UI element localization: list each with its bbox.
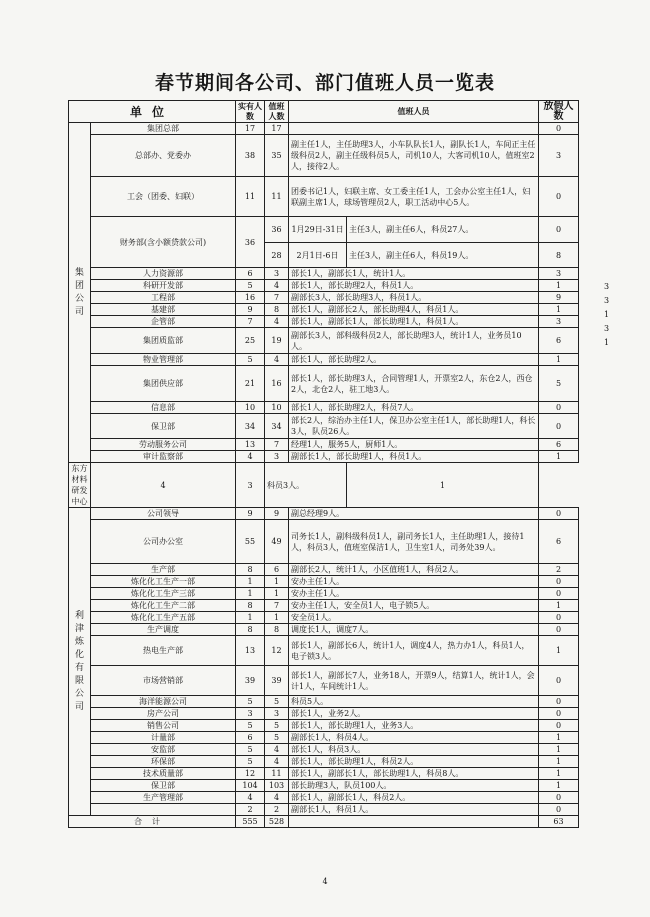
leave-header: 放假人数 [539,101,579,123]
actual-cell: 4 [91,463,236,508]
actual-cell: 5 [236,720,265,732]
duty-desc-cell: 部长1人，部长助理1人，业务3人。 [289,720,539,732]
actual-cell: 8 [236,564,265,576]
leave-cell: 1 [539,732,579,744]
table-row [69,354,579,366]
total-row [69,816,579,828]
leave-cell: 0 [539,792,579,804]
actual-cell: 13 [236,636,265,666]
leave-cell: 3 [539,268,579,280]
duty-desc-cell: 部长1人，副部长1人，科员2人。 [289,792,539,804]
table-row [69,366,579,402]
date-range-cell: 1月29日-31日 [289,217,347,243]
unit-cell: 物业管理部 [91,354,236,366]
actual-cell: 4 [236,451,265,463]
actual-cell: 2 [236,804,265,816]
duty-desc-cell: 部长1人，副部长2人，部长助理4人，科员1人。 [289,304,539,316]
unit-cell: 保卫部 [91,414,236,439]
unit-cell: 海洋能源公司 [91,696,236,708]
duty-desc-cell: 部长1人，部长助理2人，科员1人。 [289,280,539,292]
leave-cell: 1 [539,304,579,316]
total-onduty: 528 [265,816,289,828]
unit-cell: 炼化化工生产五部 [91,612,236,624]
leave-cell: 0 [539,804,579,816]
table-row [69,720,579,732]
leave-cell: 1 [539,744,579,756]
onduty-cell: 39 [265,666,289,696]
duty-desc-cell: 司务长1人，副科级科员1人，副司务长1人，主任助理1人，接待1人，科员3人，值班室保洁1人，卫生室1人，司务处39人。 [289,520,539,564]
onduty-cell: 5 [265,696,289,708]
margin-mark: 1 [604,338,610,347]
margin-mark: 1 [604,310,610,319]
leave-cell: 0 [539,217,579,243]
leave-cell: 1 [539,768,579,780]
duty-desc-cell: 副部长3人，部长助理3人，科员1人。 [289,292,539,304]
duty-staff-header: 值班人员 [289,101,539,123]
table-row [69,451,579,463]
leave-cell: 3 [539,135,579,177]
duty-desc-cell: 调度长1人，调度7人。 [289,624,539,636]
actual-cell: 5 [236,744,265,756]
table-row [69,123,579,135]
duty-desc-cell: 部长1人，业务2人。 [289,708,539,720]
duty-desc-cell: 主任3人，副主任6人，科员27人。 [347,217,539,243]
date-range-cell: 2月1日-6日 [289,243,347,268]
onduty-cell: 2 [265,804,289,816]
onduty-cell: 8 [265,304,289,316]
duty-desc-cell: 团委书记1人，妇联主席、女工委主任1人，工会办公室主任1人，妇联副主席1人，球场管理员2人，职工活动中心5人。 [289,177,539,217]
table-row [69,439,579,451]
onduty-cell: 19 [265,328,289,354]
onduty-cell: 3 [265,708,289,720]
duty-desc-cell: 安办主任1人。 [289,576,539,588]
onduty-cell: 10 [265,402,289,414]
unit-cell: 生产调度 [91,624,236,636]
unit-cell: 安监部 [91,744,236,756]
unit-cell: 审计监察部 [91,451,236,463]
leave-cell: 1 [539,636,579,666]
header-row [69,101,579,123]
leave-cell: 0 [539,414,579,439]
onduty-cell: 9 [265,508,289,520]
table-row [69,768,579,780]
duty-desc-cell: 安办主任1人。 [289,588,539,600]
unit-cell: 生产部 [91,564,236,576]
duty-desc-cell: 副主任1人，主任助理3人，小车队队长1人，副队长1人，车间正主任级科员2人，副主任级科员5人，司机10人，大客司机10人，值班室2人，接待2人。 [289,135,539,177]
actual-cell: 1 [236,588,265,600]
onduty-cell: 7 [265,292,289,304]
unit-cell: 房产公司 [91,708,236,720]
onduty-cell: 34 [265,414,289,439]
duty-desc-cell: 部长助理3人，队员100人。 [289,780,539,792]
actual-cell: 36 [236,217,265,268]
actual-cell: 39 [236,666,265,696]
total-actual: 555 [236,816,265,828]
unit-cell: 生产管理部 [91,792,236,804]
onduty-cell: 4 [265,280,289,292]
table-row [69,402,579,414]
actual-cell: 38 [236,135,265,177]
leave-cell: 3 [539,316,579,328]
duty-desc-cell: 部长1人，副部长1人，部长助理1人，科员8人。 [289,768,539,780]
unit-cell: 财务部(含小额贷款公司) [91,217,236,268]
page-title: 春节期间各公司、部门值班人员一览表 [154,72,495,94]
onduty-cell: 3 [236,463,265,508]
actual-cell: 17 [236,123,265,135]
onduty-cell: 7 [265,439,289,451]
onduty-cell: 4 [265,792,289,804]
table-row [69,508,579,520]
table-row [69,756,579,768]
unit-cell: 销售公司 [91,720,236,732]
leave-cell: 0 [539,576,579,588]
actual-cell: 8 [236,624,265,636]
onduty-cell: 12 [265,636,289,666]
leave-cell: 0 [539,708,579,720]
onduty-cell: 16 [265,366,289,402]
actual-cell: 9 [236,304,265,316]
table-row [69,292,579,304]
table-row [69,744,579,756]
table-row [69,304,579,316]
unit-cell: 信息部 [91,402,236,414]
table-row [69,636,579,666]
actual-cell: 5 [236,756,265,768]
duty-desc-cell: 副部长3人，部科级科员2人，部长助理3人，统计1人，业务员10人。 [289,328,539,354]
onduty-cell: 17 [265,123,289,135]
table-row [69,708,579,720]
unit-cell: 工会（团委、妇联） [91,177,236,217]
unit-cell: 保卫部 [91,780,236,792]
table-row [69,804,579,816]
unit-cell: 工程部 [91,292,236,304]
duty-desc-cell: 部长1人，副部长7人，业务18人，开票9人，结算1人，统计1人，会计1人，车间统计1人。 [289,666,539,696]
leave-cell: 9 [539,292,579,304]
unit-cell: 计量部 [91,732,236,744]
actual-cell: 1 [236,576,265,588]
actual-cell: 104 [236,780,265,792]
onduty-cell: 11 [265,768,289,780]
actual-cell: 25 [236,328,265,354]
duty-desc-cell [289,123,539,135]
onduty-cell: 3 [265,268,289,280]
unit-cell: 集团供应部 [91,366,236,402]
table-row [69,732,579,744]
table-row [69,780,579,792]
onduty-cell: 103 [265,780,289,792]
table-row [69,177,579,217]
actual-cell: 7 [236,316,265,328]
duty-desc-cell: 科员5人。 [289,696,539,708]
leave-cell: 1 [539,756,579,768]
duty-desc-cell: 部长1人，部长助理2人，科员7人。 [289,402,539,414]
leave-cell: 0 [539,588,579,600]
duty-desc-cell: 副部长1人，科员4人。 [289,732,539,744]
total-desc [289,816,539,828]
table-row [69,588,579,600]
duty-desc-cell: 安办主任1人，安全员1人，电子锁5人。 [289,600,539,612]
table-row [69,564,579,576]
duty-desc-cell: 副部长1人，科员1人。 [289,804,539,816]
leave-cell: 1 [539,780,579,792]
unit-cell: 技术质量部 [91,768,236,780]
actual-cell: 5 [236,280,265,292]
table-row [69,666,579,696]
onduty-cell: 36 [265,217,289,243]
leave-cell: 2 [539,564,579,576]
duty-desc-cell: 部长1人，部长助理3人，合同管理1人，开票室2人，东仓2人，西仓2人，北仓2人，驻工地3人。 [289,366,539,402]
table-row [69,316,579,328]
leave-cell: 0 [539,508,579,520]
onduty-cell: 5 [265,720,289,732]
table-row [69,612,579,624]
actual-cell: 3 [236,708,265,720]
unit-cell [91,804,236,816]
duty-desc-cell: 副部长1人，部长助理1人，科员1人。 [289,451,539,463]
duty-desc-cell: 部长1人，副部长1人，部长助理1人，科员1人。 [289,316,539,328]
leave-cell: 0 [539,696,579,708]
onduty-cell: 6 [265,564,289,576]
table-row [69,792,579,804]
leave-cell: 6 [539,520,579,564]
duty-roster-table [68,100,579,828]
onduty-cell: 11 [265,177,289,217]
onduty-cell: 28 [265,243,289,268]
actual-cell: 16 [236,292,265,304]
total-label: 合计 [69,816,236,828]
table-row [69,217,579,243]
leave-cell: 6 [539,439,579,451]
actual-cell: 6 [236,732,265,744]
table-row [69,696,579,708]
onduty-cell: 8 [265,624,289,636]
leave-cell: 1 [539,451,579,463]
onduty-cell: 4 [265,316,289,328]
actual-cell: 13 [236,439,265,451]
group-label: 集团公司 [69,123,91,463]
onduty-cell: 5 [265,732,289,744]
leave-cell: 0 [539,123,579,135]
duty-desc-cell: 主任3人，副主任6人，科员19人。 [347,243,539,268]
group-label: 利津炼化有限公司 [69,508,91,816]
actual-cell: 12 [236,768,265,780]
unit-cell: 公司办公室 [91,520,236,564]
unit-cell: 热电生产部 [91,636,236,666]
unit-cell: 市场营销部 [91,666,236,696]
onduty-cell: 4 [265,744,289,756]
table-row [69,328,579,354]
actual-cell: 21 [236,366,265,402]
unit-cell: 总部办、党委办 [91,135,236,177]
page-number: 4 [322,877,328,886]
unit-cell: 集团质监部 [91,328,236,354]
table-row [69,520,579,564]
actual-cell: 55 [236,520,265,564]
onduty-cell: 1 [265,588,289,600]
leave-cell: 6 [539,328,579,354]
margin-mark: 3 [604,282,610,291]
duty-desc-cell: 部长1人，副部长1人，统计1人。 [289,268,539,280]
unit-cell: 炼化化工生产二部 [91,600,236,612]
unit-cell: 人力资源部 [91,268,236,280]
unit-cell: 炼化化工生产一部 [91,576,236,588]
duty-desc-cell: 部长1人，科员3人。 [289,744,539,756]
actual-cell: 5 [236,354,265,366]
actual-cell: 10 [236,402,265,414]
leave-cell: 0 [539,177,579,217]
onduty-cell: 49 [265,520,289,564]
leave-cell: 5 [539,366,579,402]
table-row [69,463,579,508]
onduty-cell: 4 [265,354,289,366]
table-row [69,135,579,177]
actual-cell: 4 [236,792,265,804]
unit-cell: 公司领导 [91,508,236,520]
duty-desc-cell: 部长2人，综治办主任1人，保卫办公室主任1人，部长助理1人，科长3人，队员26人。 [289,414,539,439]
leave-cell: 1 [539,280,579,292]
margin-mark: 3 [604,324,610,333]
unit-cell: 劳动服务公司 [91,439,236,451]
duty-desc-cell: 科员3人。 [265,463,347,508]
duty-desc-cell: 经理1人，服务5人，厨师1人。 [289,439,539,451]
leave-cell: 0 [539,666,579,696]
onduty-cell: 3 [265,451,289,463]
table-row [69,576,579,588]
actual-cell: 8 [236,600,265,612]
unit-cell: 科研开发部 [91,280,236,292]
onduty-cell: 1 [265,576,289,588]
table-row [69,414,579,439]
actual-cell: 34 [236,414,265,439]
table-row [69,280,579,292]
unit-cell: 炼化化工生产三部 [91,588,236,600]
unit-cell: 东方材料研发中心 [69,463,91,508]
unit-header: 单位 [69,101,236,123]
onduty-cell: 4 [265,756,289,768]
leave-cell: 0 [539,720,579,732]
duty-desc-cell: 部长1人，副部长6人，统计1人，调度4人，热力办1人，科员1人，电子锁3人。 [289,636,539,666]
unit-cell: 环保部 [91,756,236,768]
onduty-cell: 7 [265,600,289,612]
duty-desc-cell: 部长1人，部长助理1人，科员2人。 [289,756,539,768]
actual-cell: 11 [236,177,265,217]
leave-cell: 0 [539,402,579,414]
leave-cell: 0 [539,612,579,624]
table-row [69,600,579,612]
leave-cell: 0 [539,624,579,636]
duty-desc-cell: 安全员1人。 [289,612,539,624]
unit-cell: 企管部 [91,316,236,328]
leave-cell: 8 [539,243,579,268]
margin-mark: 3 [604,296,610,305]
actual-cell: 1 [236,612,265,624]
total-leave: 63 [539,816,579,828]
actual-cell: 5 [236,696,265,708]
actual-header: 实有人数 [236,101,265,123]
actual-cell: 9 [236,508,265,520]
actual-cell: 6 [236,268,265,280]
unit-cell: 集团总部 [91,123,236,135]
onduty-header: 值班人数 [265,101,289,123]
duty-desc-cell: 副部长2人，统计1人，小区值班1人，科员2人。 [289,564,539,576]
table-row [69,624,579,636]
table-row [69,268,579,280]
leave-cell: 1 [539,600,579,612]
leave-cell: 1 [347,463,539,508]
unit-cell: 基建部 [91,304,236,316]
onduty-cell: 1 [265,612,289,624]
duty-desc-cell: 部长1人，部长助理2人。 [289,354,539,366]
leave-cell: 1 [539,354,579,366]
onduty-cell: 35 [265,135,289,177]
duty-desc-cell: 副总经理9人。 [289,508,539,520]
